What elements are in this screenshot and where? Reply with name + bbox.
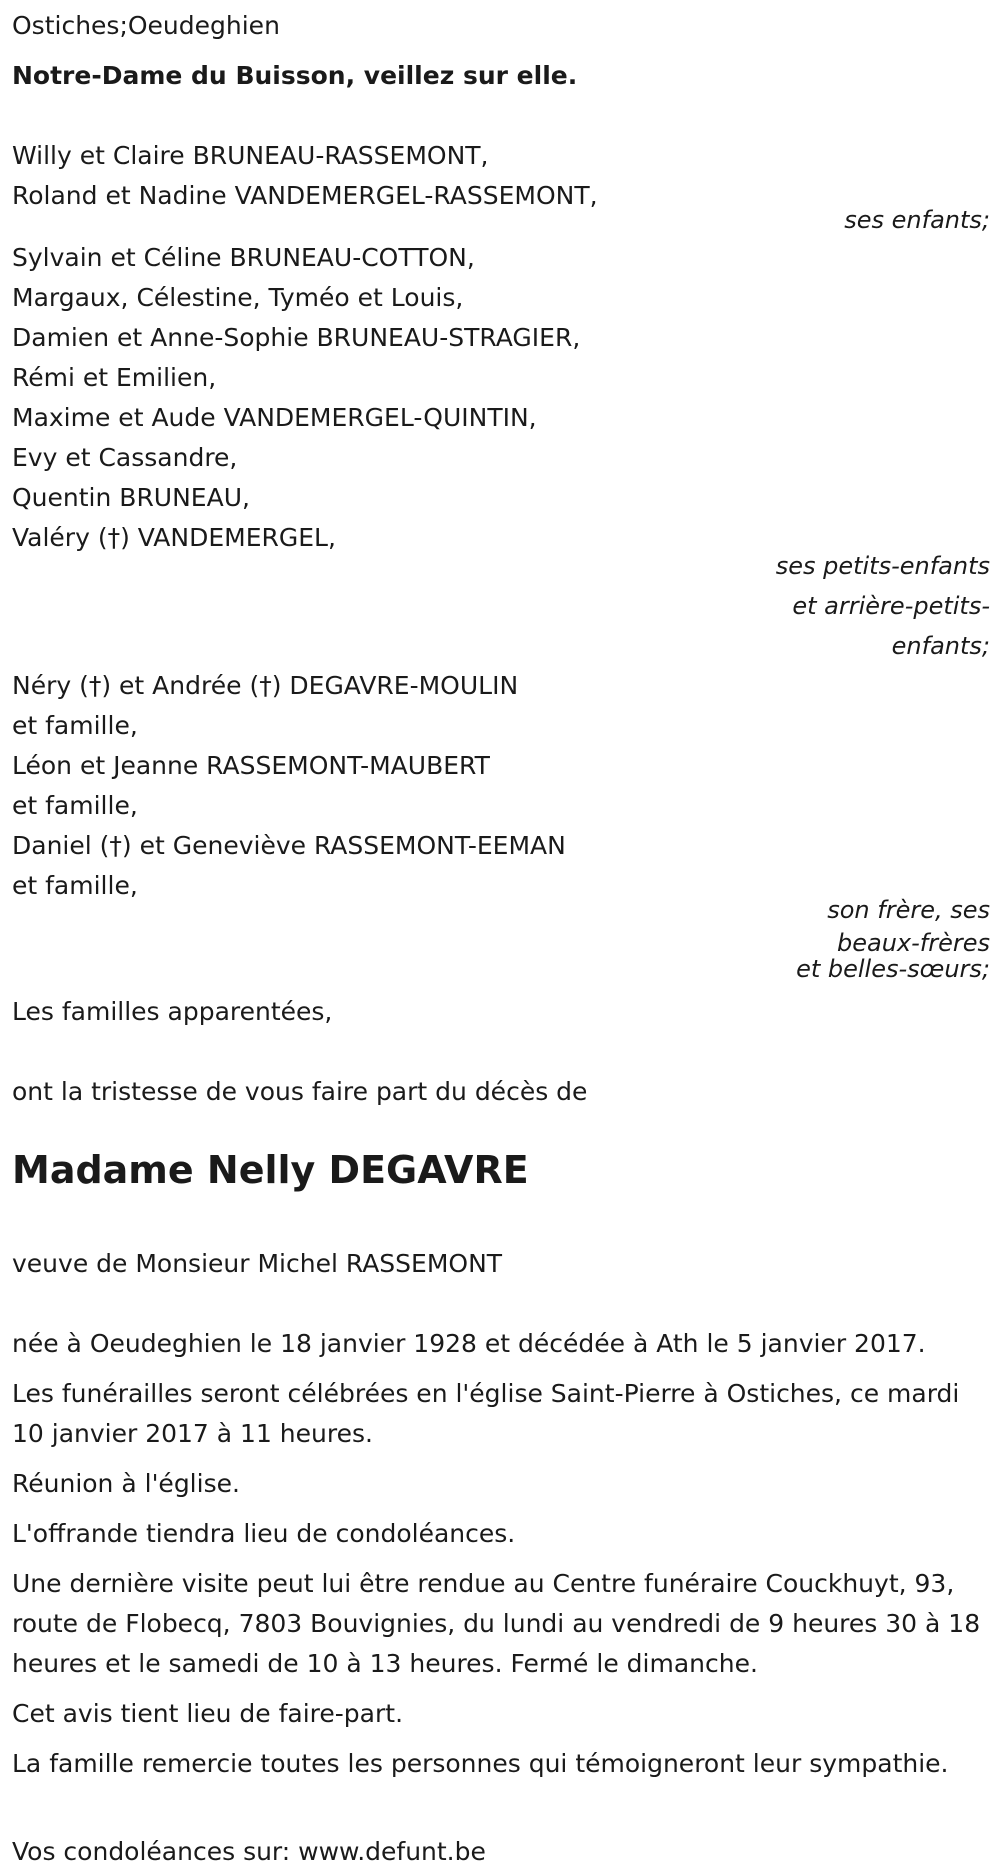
gathering-details: Réunion à l'église. (12, 1469, 240, 1498)
role-text: son frère, ses (827, 896, 990, 924)
location-header: Ostiches;Oeudeghien (12, 11, 280, 40)
children-list (12, 136, 598, 216)
grandchildren-list (12, 238, 580, 558)
role-text: ses petits-enfants (775, 552, 990, 580)
family-line: Roland et Nadine VANDEMERGEL-RASSEMONT, (12, 181, 598, 210)
family-line: Rémi et Emilien, (12, 363, 217, 392)
role-text: enfants; (891, 632, 990, 660)
motto: Notre-Dame du Buisson, veillez sur elle. (12, 61, 578, 90)
condolences-link[interactable]: Vos condoléances sur: www.defunt.be (12, 1837, 486, 1866)
announcement: ont la tristesse de vous faire part du décès de (12, 1077, 588, 1106)
birth-death-details: née à Oeudeghien le 18 janvier 1928 et décédée à Ath le 5 janvier 2017. (12, 1329, 926, 1358)
spouse-line: veuve de Monsieur Michel RASSEMONT (12, 1249, 503, 1278)
family-line: Willy et Claire BRUNEAU-RASSEMONT, (12, 141, 489, 170)
funeral-details: Les funérailles seront célébrées en l'église Saint-Pierre à Ostiches, ce mardi 10 janvier 2017 à 11 heures. (12, 1379, 960, 1448)
family-line: Quentin BRUNEAU, (12, 483, 250, 512)
related-families: Les familles apparentées, (12, 997, 333, 1026)
family-line: Daniel (†) et Geneviève RASSEMONT-EEMAN (12, 831, 566, 860)
family-line: et famille, (12, 871, 138, 900)
role-text: ses enfants; (844, 206, 990, 234)
offering-details: L'offrande tiendra lieu de condoléances. (12, 1519, 516, 1548)
family-line: Evy et Cassandre, (12, 443, 238, 472)
visit-details: Une dernière visite peut lui être rendue au Centre funéraire Couckhuyt, 93, route de Flobecq, 7803 Bouvignies, du lundi au vendredi de 9 heures 30 à 18 heures et le samedi de 10 à 13 heures. Fermé le dimanche. (12, 1569, 981, 1678)
role-text: beaux-frères (837, 929, 990, 957)
role-text: et arrière-petits- (792, 592, 990, 620)
children-role (844, 200, 990, 240)
notice-statement: Cet avis tient lieu de faire-part. (12, 1699, 404, 1728)
family-line: et famille, (12, 711, 138, 740)
siblings-role (796, 890, 990, 982)
family-line: Néry (†) et Andrée (†) DEGAVRE-MOULIN (12, 671, 519, 700)
family-line: Margaux, Célestine, Tyméo et Louis, (12, 283, 464, 312)
family-line: Valéry (†) VANDEMERGEL, (12, 523, 336, 552)
role-text: et belles-sœurs; (796, 955, 990, 983)
thanks-statement: La famille remercie toutes les personnes qui témoigneront leur sympathie. (12, 1749, 949, 1778)
family-line: Léon et Jeanne RASSEMONT-MAUBERT (12, 751, 490, 780)
family-line: Damien et Anne-Sophie BRUNEAU-STRAGIER, (12, 323, 581, 352)
family-line: Sylvain et Céline BRUNEAU-COTTON, (12, 243, 475, 272)
grandchildren-role (776, 546, 990, 666)
family-line: Maxime et Aude VANDEMERGEL-QUINTIN, (12, 403, 537, 432)
siblings-list (12, 666, 566, 906)
deceased-name: Madame Nelly DEGAVRE (12, 1148, 529, 1192)
family-line: et famille, (12, 791, 138, 820)
